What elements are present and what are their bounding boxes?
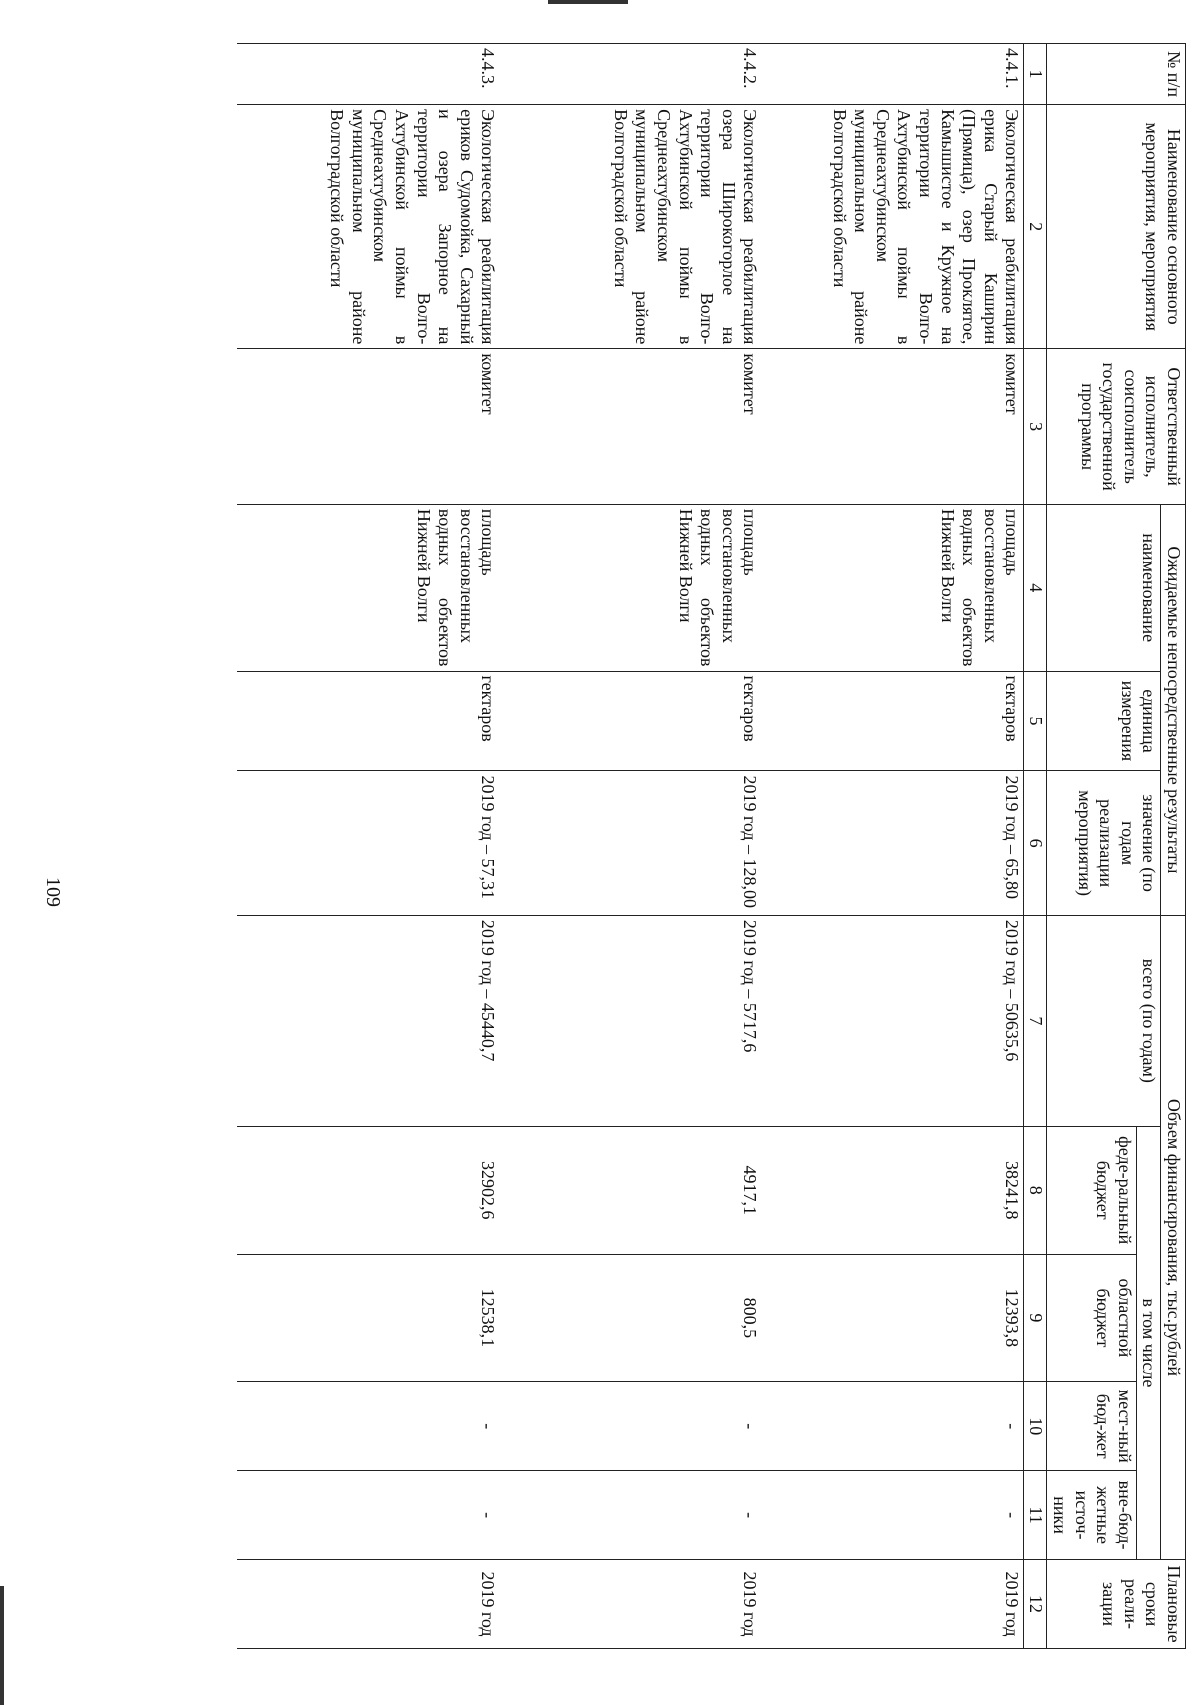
table-row [499, 44, 761, 1649]
row-result-name: площадь восстановленных водных объектов Нижней Волги [499, 504, 761, 671]
row-finance-regional: 800,5 [499, 1254, 761, 1382]
row-finance-total: 2019 год – 50635,6 [761, 915, 1024, 1126]
column-number: 7 [1024, 915, 1047, 1126]
row-deadline: 2019 год [499, 1560, 761, 1649]
row-deadline: 2019 год [761, 1560, 1024, 1649]
column-number: 3 [1024, 349, 1047, 504]
row-finance-total: 2019 год – 45440,7 [237, 915, 499, 1126]
row-finance-extrabudget: - [761, 1471, 1024, 1560]
scan-edge-mark-left [0, 1586, 4, 1705]
row-activity-name: Экологическая реабилитация ериков Судомойка, Сахарный и озера Запорное на территории Волго-Ахтубинской поймы в Среднеахтубинском муниципальном районе Волгоградской области [237, 105, 499, 349]
header-finance-federal: феде-ральный бюджет [1047, 1126, 1136, 1254]
row-finance-federal: 4917,1 [499, 1126, 761, 1254]
row-executor: комитет [237, 349, 499, 504]
header-finance-including: в том числе [1136, 1126, 1161, 1559]
column-number: 6 [1024, 771, 1047, 915]
column-number: 8 [1024, 1126, 1047, 1254]
table-row [237, 44, 499, 1649]
row-finance-extrabudget: - [237, 1471, 499, 1560]
header-finance-extrabudget: вне-бюд-жетные источ-ники [1047, 1471, 1136, 1560]
column-number: 2 [1024, 105, 1047, 349]
header-finance-regional: областной бюджет [1047, 1254, 1136, 1382]
header-result-unit: единица измерения [1047, 671, 1161, 771]
column-number-row [1024, 44, 1047, 1649]
page-number: 109 [42, 877, 64, 907]
row-result-unit: гектаров [761, 671, 1024, 771]
header-financing: Объем финансирования, тыс.рублей [1161, 915, 1186, 1559]
header-result-name: наименование [1047, 504, 1161, 671]
header-finance-total: всего (по годам) [1047, 915, 1161, 1126]
row-finance-total: 2019 год – 5717,6 [499, 915, 761, 1126]
column-number: 11 [1024, 1471, 1047, 1560]
program-activities-table [237, 43, 1186, 1649]
header-finance-local: мест-ный бюд-жет [1047, 1382, 1136, 1471]
row-result-name: площадь восстановленных водных объектов Нижней Волги [761, 504, 1024, 671]
row-activity-name: Экологическая реабилитация озера Широкогорлое на территории Волго-Ахтубинской поймы в Среднеахтубинском муниципальном районе Волгоградской области [499, 105, 761, 349]
column-number: 5 [1024, 671, 1047, 771]
row-executor: комитет [499, 349, 761, 504]
header-activity-name: Наименование основного мероприятия, мероприятия [1047, 105, 1186, 349]
row-finance-regional: 12393,8 [761, 1254, 1024, 1382]
row-executor: комитет [761, 349, 1024, 504]
rotated-table-sheet [126, 43, 1186, 1703]
row-num: 4.4.2. [499, 44, 761, 105]
row-num: 4.4.1. [761, 44, 1024, 105]
header-result-value: значение (по годам реализации мероприятия) [1047, 771, 1161, 915]
row-deadline: 2019 год [237, 1560, 499, 1649]
scan-edge-mark-top [548, 0, 628, 4]
row-result-unit: гектаров [237, 671, 499, 771]
row-finance-extrabudget: - [499, 1471, 761, 1560]
row-result-value: 2019 год – 57,31 [237, 771, 499, 915]
row-finance-federal: 38241,8 [761, 1126, 1024, 1254]
header-executor: Ответственный исполнитель, соисполнитель государственной программы [1047, 349, 1186, 504]
table-row [761, 44, 1024, 1649]
row-num: 4.4.3. [237, 44, 499, 105]
column-number: 4 [1024, 504, 1047, 671]
row-finance-local: - [761, 1382, 1024, 1471]
row-result-value: 2019 год – 128,00 [499, 771, 761, 915]
row-result-name: площадь восстановленных водных объектов Нижней Волги [237, 504, 499, 671]
header-deadline: Плановые сроки реали-зации [1047, 1560, 1186, 1649]
column-number: 9 [1024, 1254, 1047, 1382]
row-finance-federal: 32902,6 [237, 1126, 499, 1254]
column-number: 12 [1024, 1560, 1047, 1649]
row-finance-local: - [237, 1382, 499, 1471]
row-activity-name: Экологическая реабилитация ерика Старый Каширин (Прямица), озер Проклятое, Камышистое и Кружное на территории Волго-Ахтубинской поймы в Среднеахтубинском муниципальном районе Волгоградской области [761, 105, 1024, 349]
row-finance-local: - [499, 1382, 761, 1471]
header-expected-results: Ожидаемые непосредственные результаты [1161, 504, 1186, 915]
column-number: 10 [1024, 1382, 1047, 1471]
row-result-unit: гектаров [499, 671, 761, 771]
header-num: № п/п [1047, 44, 1186, 105]
row-finance-regional: 12538,1 [237, 1254, 499, 1382]
column-number: 1 [1024, 44, 1047, 105]
row-result-value: 2019 год – 65,80 [761, 771, 1024, 915]
